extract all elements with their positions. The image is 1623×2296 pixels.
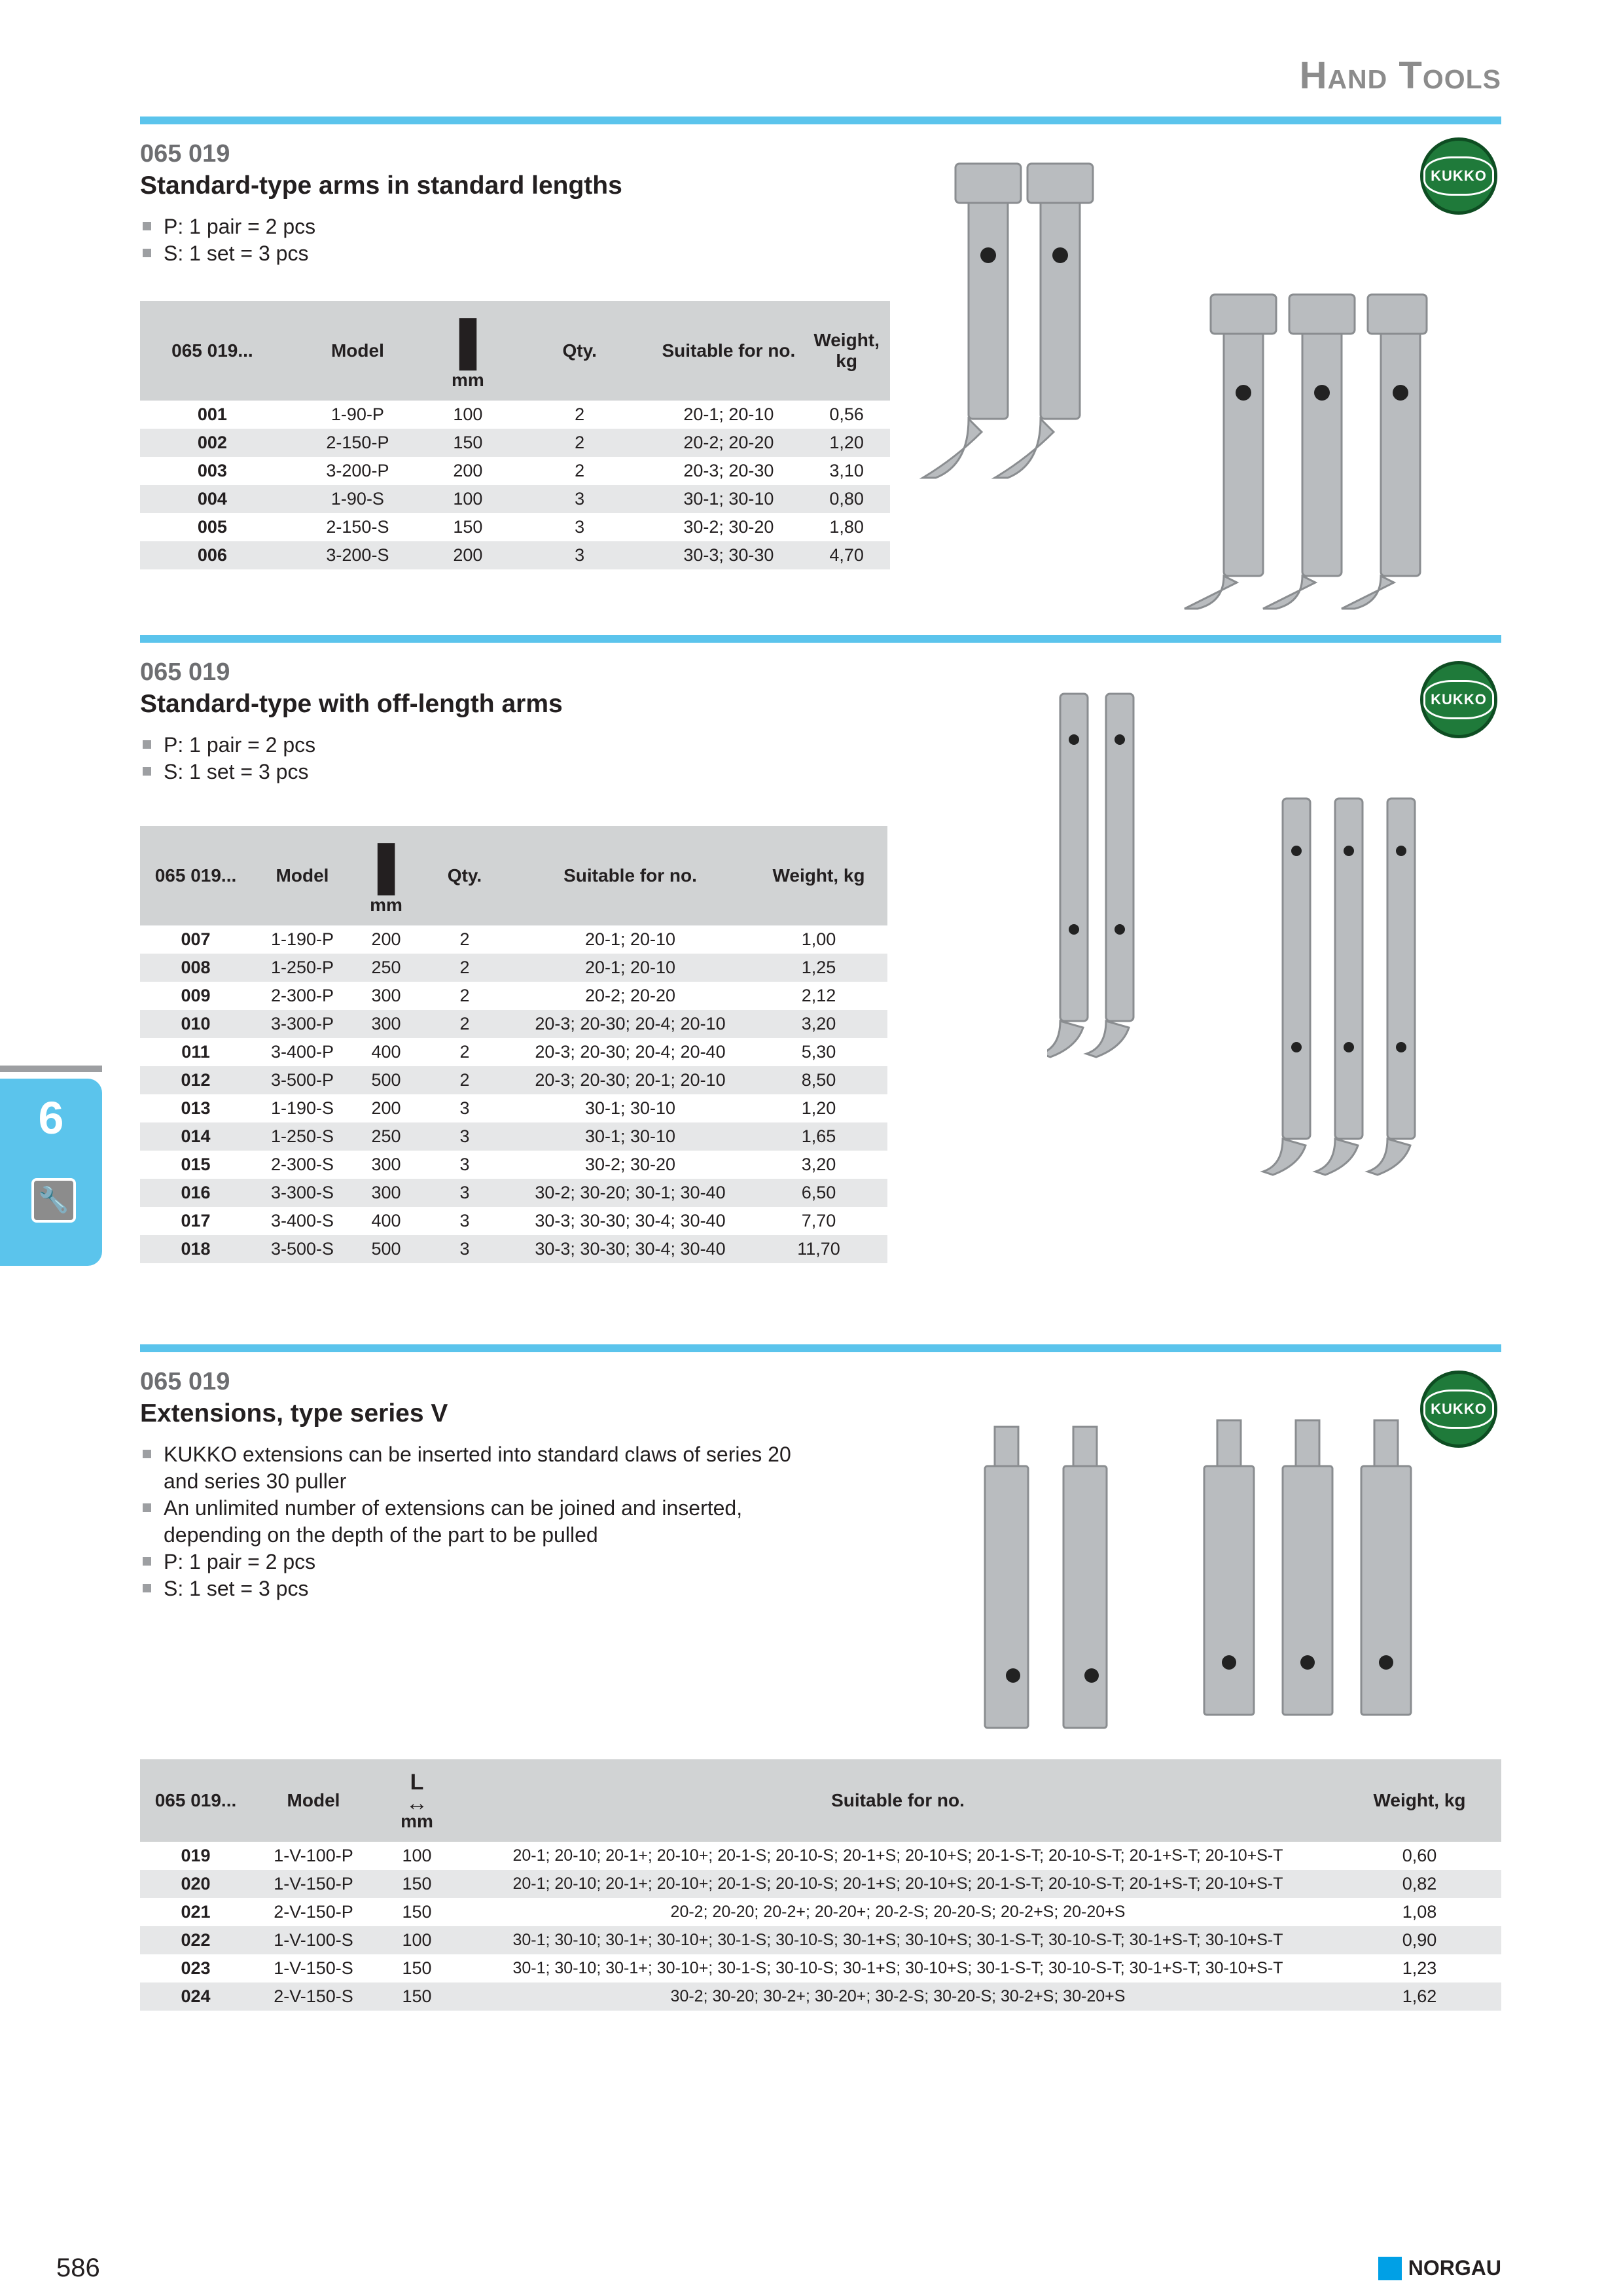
table-cell: 500 — [353, 1066, 419, 1094]
list-item: KUKKO extensions can be inserted into standard claws of series 20 and series 30 puller — [140, 1441, 794, 1495]
table-row — [140, 1235, 887, 1263]
table-cell: 3-300-S — [251, 1179, 353, 1207]
table-cell: 0,90 — [1338, 1926, 1501, 1954]
col-header-suitable: Suitable for no. — [654, 301, 804, 401]
table-cell: 1,08 — [1402, 1902, 1437, 1922]
section1-title: Standard-type arms in standard lengths — [140, 171, 622, 200]
table-cell: 0,80 — [803, 485, 890, 513]
table-cell: 30-1; 30-10; 30-1+; 30-10+; 30-1-S; 30-10-S; 30-1+S; 30-10+S; 30-1-S-T; 30-10-S-T; 30-1+S-T; 30-10+S-T — [512, 1959, 1283, 1977]
table-cell: 8,50 — [750, 1066, 887, 1094]
table-cell: 150 — [376, 1982, 458, 2011]
table-cell: 100 — [402, 1846, 432, 1865]
table-row — [140, 1179, 887, 1207]
col-header-code: 065 019... — [140, 1759, 251, 1842]
col-header-code: 065 019... — [140, 301, 285, 401]
extensions-photo — [975, 1414, 1433, 1734]
table-cell: 2 — [459, 1042, 470, 1062]
table-cell: 150 — [431, 429, 505, 457]
table-cell: 1-190-P — [270, 929, 334, 949]
table-cell: 009 — [181, 986, 211, 1005]
table-cell: 500 — [353, 1235, 419, 1263]
table-cell: 0,56 — [829, 404, 864, 424]
table-cell: 3-400-P — [270, 1042, 334, 1062]
table-cell: 008 — [140, 954, 251, 982]
table-cell: 2 — [575, 404, 585, 424]
table-cell: 20-2; 20-20 — [654, 429, 804, 457]
table-cell: 3-400-S — [270, 1211, 334, 1230]
kukko-logo: KUKKO — [1420, 137, 1497, 215]
table-cell: 1-190-S — [270, 1098, 334, 1118]
table-header-row — [140, 826, 887, 925]
col-header-model: Model — [251, 826, 353, 925]
table-cell: 1,65 — [750, 1122, 887, 1151]
table-cell: 018 — [140, 1235, 251, 1263]
chapter-number: 6 — [38, 1092, 64, 1143]
table-cell: 300 — [371, 986, 401, 1005]
table-cell: 022 — [140, 1926, 251, 1954]
table-cell: 30-3; 30-30; 30-4; 30-40 — [535, 1211, 726, 1230]
arm-length-icon: ❚ — [446, 311, 490, 369]
col-header-suitable: Suitable for no. — [510, 826, 750, 925]
page-number: 586 — [56, 2253, 100, 2282]
table-cell: 2 — [459, 929, 470, 949]
table-cell: 017 — [181, 1211, 211, 1230]
table-row — [140, 1038, 887, 1066]
table-row — [140, 1954, 1501, 1982]
kukko-logo: KUKKO — [1420, 661, 1497, 738]
table-cell: 2,12 — [801, 986, 836, 1005]
table-cell: 024 — [140, 1982, 251, 2011]
table-cell: 200 — [371, 1098, 401, 1118]
table-cell: 2 — [575, 461, 585, 480]
table-cell: 003 — [197, 461, 227, 480]
table-cell: 11,70 — [750, 1235, 887, 1263]
table-cell: 3-300-P — [251, 1010, 353, 1038]
kukko-logo: KUKKO — [1420, 1371, 1497, 1448]
table-cell: 015 — [181, 1155, 211, 1174]
table-cell: 1-V-100-S — [251, 1926, 376, 1954]
table-cell: 30-2; 30-20; 30-1; 30-40 — [510, 1179, 750, 1207]
table-cell: 200 — [453, 461, 483, 480]
section1-bullets — [140, 213, 315, 267]
table-row — [140, 457, 890, 485]
table-cell: 200 — [371, 929, 401, 949]
table-row — [140, 1898, 1501, 1926]
section2-table — [140, 826, 887, 1263]
table-row — [140, 1842, 1501, 1870]
section3-bullets — [140, 1441, 794, 1602]
table-cell: 6,50 — [750, 1179, 887, 1207]
off-length-arms-photo — [1047, 681, 1453, 1191]
list-item: S: 1 set = 3 pcs — [140, 1575, 794, 1602]
section2-title: Standard-type with off-length arms — [140, 690, 563, 718]
table-row — [140, 401, 890, 429]
table-row — [140, 541, 890, 569]
table-cell: 30-2; 30-20 — [683, 517, 774, 537]
section3-table — [140, 1759, 1501, 2011]
table-cell: 100 — [376, 1926, 458, 1954]
table-cell: 3 — [459, 1155, 470, 1174]
table-cell: 1-90-S — [285, 485, 431, 513]
table-cell: 2 — [419, 1010, 510, 1038]
length-arrow-icon: ↔ — [406, 1790, 428, 1816]
table-cell: 150 — [376, 1870, 458, 1898]
table-cell: 30-2; 30-20; 30-2+; 30-20+; 30-2-S; 30-20-S; 30-2+S; 30-20+S — [458, 1982, 1338, 2011]
table-cell: 5,30 — [801, 1042, 836, 1062]
table-cell: 2-300-P — [270, 986, 334, 1005]
section-divider — [140, 635, 1501, 643]
col-header-qty: Qty. — [419, 826, 510, 925]
table-cell: 300 — [371, 1155, 401, 1174]
table-cell: 016 — [140, 1179, 251, 1207]
table-cell: 1-250-S — [251, 1122, 353, 1151]
table-row — [140, 982, 887, 1010]
table-cell: 1,80 — [829, 517, 864, 537]
section1-code: 065 019 — [140, 140, 230, 168]
brand-square-icon — [1378, 2257, 1402, 2280]
table-cell: 300 — [353, 1179, 419, 1207]
table-cell: 0,60 — [1402, 1846, 1437, 1865]
table-cell: 010 — [140, 1010, 251, 1038]
table-cell: 1,25 — [750, 954, 887, 982]
table-row — [140, 1870, 1501, 1898]
table-cell: 3 — [459, 1211, 470, 1230]
arm-length-icon: ❚ — [364, 836, 408, 894]
list-item: S: 1 set = 3 pcs — [140, 240, 315, 267]
table-cell: 019 — [181, 1846, 211, 1865]
table-cell: 2 — [419, 1066, 510, 1094]
table-cell: 3 — [575, 517, 585, 537]
table-cell: 20-3; 20-30; 20-4; 20-10 — [510, 1010, 750, 1038]
table-cell: 20-1; 20-10 — [683, 404, 774, 424]
table-cell: 004 — [140, 485, 285, 513]
list-item: P: 1 pair = 2 pcs — [140, 1549, 794, 1575]
table-row — [140, 1151, 887, 1179]
section2-code: 065 019 — [140, 658, 230, 686]
table-cell: 20-2; 20-20 — [584, 986, 676, 1005]
table-cell: 1,20 — [803, 429, 890, 457]
table-cell: 250 — [353, 1122, 419, 1151]
table-cell: 3 — [419, 1122, 510, 1151]
table-cell: 20-1; 20-10; 20-1+; 20-10+; 20-1-S; 20-10-S; 20-1+S; 20-10+S; 20-1-S-T; 20-10-S-T; 20-1+S-T; 20-10+S-T — [458, 1870, 1338, 1898]
table-cell: 1,62 — [1338, 1982, 1501, 2011]
col-header-weight: Weight, kg — [1338, 1759, 1501, 1842]
table-row — [140, 1207, 887, 1235]
table-cell: 30-2; 30-20 — [584, 1155, 676, 1174]
table-cell: 400 — [371, 1211, 401, 1230]
table-row — [140, 485, 890, 513]
brand-logo: NORGAU — [1378, 2256, 1501, 2280]
table-cell: 4,70 — [803, 541, 890, 569]
col-header-length: ❚ mm — [431, 301, 505, 401]
table-cell: 30-1; 30-10 — [584, 1098, 676, 1118]
table-row — [140, 513, 890, 541]
table-header-row — [140, 1759, 1501, 1842]
arms-photo — [897, 151, 1433, 615]
col-header-weight: Weight, kg — [750, 826, 887, 925]
table-cell: 150 — [453, 517, 483, 537]
table-cell: 30-1; 30-10 — [510, 1122, 750, 1151]
table-cell: 1-90-P — [330, 404, 384, 424]
table-cell: 250 — [353, 954, 419, 982]
table-cell: 7,70 — [801, 1211, 836, 1230]
table-cell: 150 — [402, 1902, 432, 1922]
table-cell: 2-300-S — [270, 1155, 334, 1174]
col-header-length: ❚ mm — [353, 826, 419, 925]
table-cell: 1,00 — [801, 929, 836, 949]
col-header-code: 065 019... — [140, 826, 251, 925]
table-cell: 3-500-P — [251, 1066, 353, 1094]
table-cell: 20-1; 20-10; 20-1+; 20-10+; 20-1-S; 20-10-S; 20-1+S; 20-10+S; 20-1-S-T; 20-10-S-T; 20-1+S-T; 20-10+S-T — [512, 1846, 1283, 1865]
table-cell: 30-3; 30-30; 30-4; 30-40 — [510, 1235, 750, 1263]
table-header-row — [140, 301, 890, 401]
table-cell: 1-V-100-P — [274, 1846, 353, 1865]
list-item: P: 1 pair = 2 pcs — [140, 732, 315, 759]
table-cell: 0,82 — [1338, 1870, 1501, 1898]
table-cell: 1,20 — [801, 1098, 836, 1118]
section-divider — [140, 117, 1501, 124]
table-cell: 020 — [140, 1870, 251, 1898]
table-row — [140, 1010, 887, 1038]
table-cell: 023 — [181, 1958, 211, 1978]
table-cell: 1-V-150-S — [274, 1958, 353, 1978]
section2-bullets — [140, 732, 315, 785]
table-cell: 005 — [197, 517, 227, 537]
table-cell: 2 — [459, 986, 470, 1005]
table-cell: 2-150-P — [285, 429, 431, 457]
table-row — [140, 1066, 887, 1094]
table-cell: 200 — [431, 541, 505, 569]
col-header-suitable: Suitable for no. — [458, 1759, 1338, 1842]
table-cell: 20-3; 20-30; 20-4; 20-40 — [535, 1042, 726, 1062]
table-cell: 3 — [419, 1179, 510, 1207]
section1-table — [140, 301, 890, 569]
table-cell: 014 — [140, 1122, 251, 1151]
list-item: P: 1 pair = 2 pcs — [140, 213, 315, 240]
col-header-model: Model — [251, 1759, 376, 1842]
table-cell: 100 — [431, 485, 505, 513]
table-cell: 20-1; 20-10 — [510, 954, 750, 982]
table-cell: 007 — [181, 929, 211, 949]
col-header-length: L ↔ mm — [376, 1759, 458, 1842]
wrench-icon: 🔧 — [31, 1178, 76, 1223]
table-row — [140, 925, 887, 954]
table-cell: 20-3; 20-30; 20-1; 20-10 — [510, 1066, 750, 1094]
table-cell: 20-2; 20-20; 20-2+; 20-20+; 20-2-S; 20-20-S; 20-2+S; 20-20+S — [670, 1903, 1126, 1921]
table-cell: 3-200-S — [285, 541, 431, 569]
table-cell: 1-V-150-P — [251, 1870, 376, 1898]
table-row — [140, 954, 887, 982]
table-cell: 3-500-S — [251, 1235, 353, 1263]
table-cell: 2 — [419, 954, 510, 982]
table-cell: 3,20 — [801, 1155, 836, 1174]
page-header-title: Hand Tools — [1299, 54, 1501, 97]
section-divider — [140, 1344, 1501, 1352]
col-header-qty: Qty. — [505, 301, 654, 401]
table-row — [140, 429, 890, 457]
table-cell: 2 — [505, 429, 654, 457]
list-item: An unlimited number of extensions can be joined and inserted, depending on the depth of the part to be pulled — [140, 1495, 794, 1549]
table-cell: 2-150-S — [326, 517, 389, 537]
table-cell: 1-250-P — [251, 954, 353, 982]
table-cell: 006 — [140, 541, 285, 569]
table-cell: 3 — [505, 485, 654, 513]
table-cell: 012 — [140, 1066, 251, 1094]
table-cell: 150 — [402, 1958, 432, 1978]
side-tab-bar — [0, 1066, 102, 1072]
col-header-weight: Weight, kg — [803, 301, 890, 401]
table-cell: 20-3; 20-30 — [683, 461, 774, 480]
table-row — [140, 1926, 1501, 1954]
table-cell: 100 — [453, 404, 483, 424]
table-cell: 3 — [459, 1098, 470, 1118]
table-cell: 002 — [140, 429, 285, 457]
table-cell: 3 — [505, 541, 654, 569]
table-cell: 3,10 — [829, 461, 864, 480]
table-cell: 30-1; 30-10; 30-1+; 30-10+; 30-1-S; 30-10-S; 30-1+S; 30-10+S; 30-1-S-T; 30-10-S-T; 30-1+S-T; 30-10+S-T — [458, 1926, 1338, 1954]
table-cell: 300 — [353, 1010, 419, 1038]
section3-code: 065 019 — [140, 1368, 230, 1395]
table-cell: 2-V-150-S — [251, 1982, 376, 2011]
table-cell: 011 — [181, 1042, 210, 1062]
table-row — [140, 1094, 887, 1122]
table-row — [140, 1982, 1501, 2011]
table-cell: 013 — [181, 1098, 211, 1118]
table-cell: 400 — [371, 1042, 401, 1062]
table-cell: 3,20 — [750, 1010, 887, 1038]
col-header-model: Model — [285, 301, 431, 401]
list-item: S: 1 set = 3 pcs — [140, 759, 315, 785]
table-cell: 1,23 — [1402, 1958, 1437, 1978]
table-cell: 021 — [181, 1902, 211, 1922]
table-cell: 001 — [197, 404, 227, 424]
table-row — [140, 1122, 887, 1151]
table-cell: 30-1; 30-10 — [654, 485, 804, 513]
table-cell: 20-1; 20-10 — [584, 929, 676, 949]
table-cell: 30-3; 30-30 — [654, 541, 804, 569]
table-cell: 3 — [419, 1235, 510, 1263]
section3-title: Extensions, type series V — [140, 1399, 448, 1427]
table-cell: 2-V-150-P — [274, 1902, 353, 1922]
table-cell: 3-200-P — [326, 461, 389, 480]
